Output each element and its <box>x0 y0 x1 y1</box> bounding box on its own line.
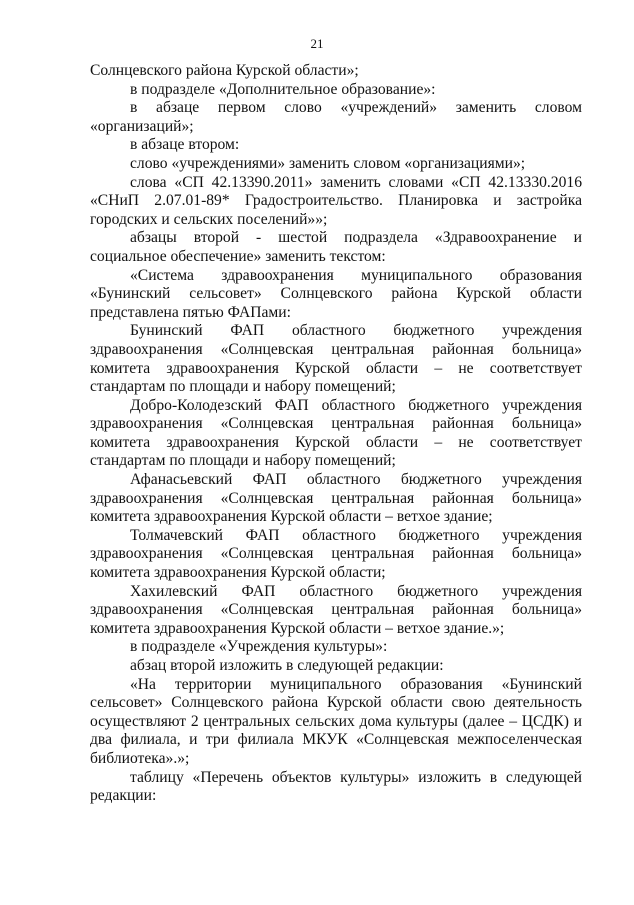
paragraph-2: в подразделе «Дополнительное образование»: <box>130 80 436 98</box>
paragraph-15: абзац второй изложить в следующей редакции: <box>130 657 444 674</box>
paragraph-5: слово «учреждениями» заменить словом «организациями»; <box>130 154 526 172</box>
page-number: 21 <box>310 36 324 51</box>
paragraph-3: в абзаце первом слово «учреждений» заменить словом «организаций»; <box>90 99 582 135</box>
paragraph-9: Бунинский ФАП областного бюджетного учреждения здравоохранения «Солнцевская центральная районная больница» комитета здравоохранения Курской области – не соответствует стандартам по площади и набору помещений; <box>90 322 582 396</box>
paragraph-11: Афанасьевский ФАП областного бюджетного учреждения здравоохранения «Солнцевская центральная районная больница» комитета здравоохранения Курской области – ветхое здание; <box>90 471 582 526</box>
paragraph-1: Солнцевского района Курской области»; <box>90 62 359 79</box>
paragraph-7: абзацы второй - шестой подраздела «Здравоохранение и социальное обеспечение» заменить текстом: <box>90 229 582 265</box>
paragraph-12: Толмачевский ФАП областного бюджетного учреждения здравоохранения «Солнцевская центральная районная больница» комитета здравоохранения Курской области; <box>90 526 582 582</box>
document-body <box>90 62 582 806</box>
paragraph-6: слова «СП 42.13390.2011» заменить словами «СП 42.13330.2016 «СНиП 2.07.01-89* Градостроительство. Планировка и застройка городских и сельских поселений»»; <box>90 173 582 228</box>
paragraph-13: Хахилевский ФАП областного бюджетного учреждения здравоохранения «Солнцевская центральная районная больница» комитета здравоохранения Курской области – ветхое здание.»; <box>90 582 582 637</box>
paragraph-16: «На территории муниципального образования «Бунинский сельсовет» Солнцевского района Курской области свою деятельность осуществляют 2 центральных сельских дома культуры (далее – ЦСДК) и два филиала, и три филиала МКУК «Солнцевская межпоселенческая библиотека».»; <box>90 675 582 767</box>
paragraph-10: Добро-Колодезский ФАП областного бюджетного учреждения здравоохранения «Солнцевская центральная районная больница» комитета здравоохранения Курской области – не соответствует стандартам по площади и набору помещений; <box>90 396 582 470</box>
paragraph-8: «Система здравоохранения муниципального образования «Бунинский сельсовет» Солнцевского района Курской области представлена пятью ФАПами: <box>90 266 582 321</box>
paragraph-4: в абзаце втором: <box>130 136 240 154</box>
paragraph-14: в подразделе «Учреждения культуры»: <box>130 638 388 656</box>
paragraph-17: таблицу «Перечень объектов культуры» изложить в следующей редакции: <box>90 768 582 805</box>
